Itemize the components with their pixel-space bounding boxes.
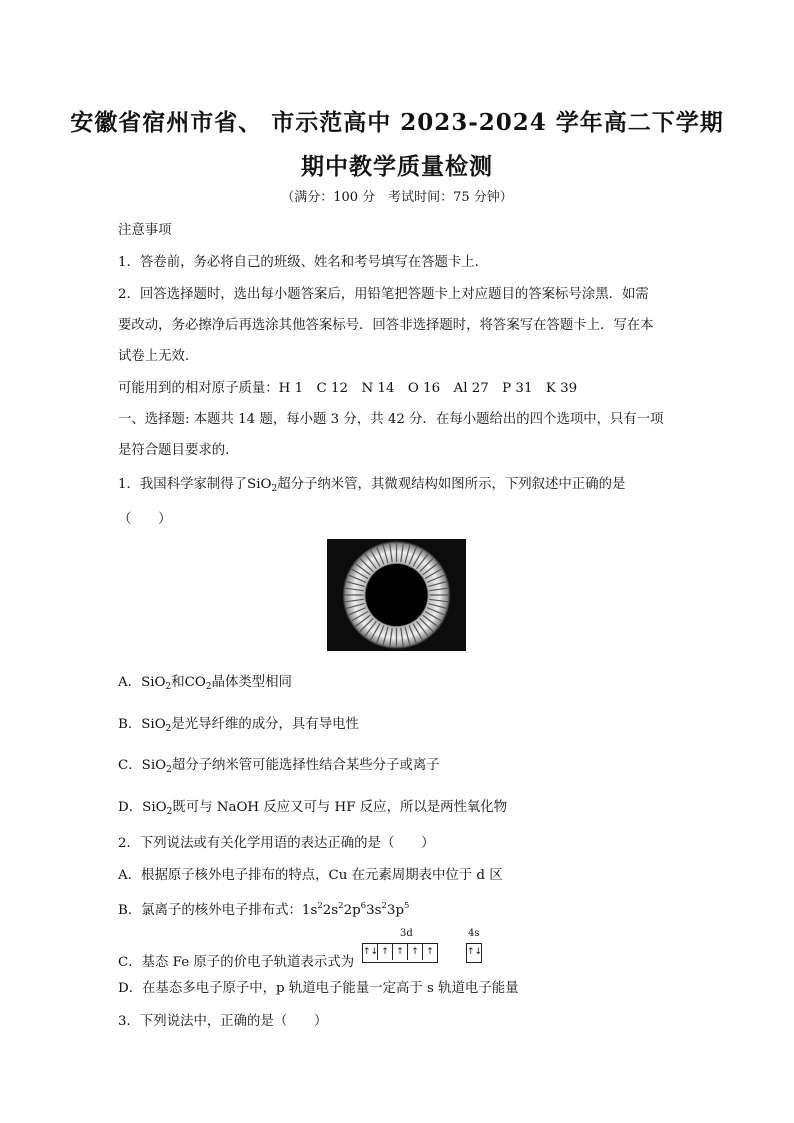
orbital-box: ↑ bbox=[426, 947, 434, 957]
orbital-box: ↑↓ bbox=[467, 947, 483, 957]
section1-line-b: 是符合题目要求的． bbox=[118, 443, 239, 458]
exam-title-line1: 安徽省宿州市省、 市示范高中 2023-2024 学年高二下学期 bbox=[70, 109, 724, 136]
notes-heading: 注意事项 bbox=[118, 223, 172, 238]
exam-meta: （满分：100 分 考试时间：75 分钟） bbox=[281, 190, 513, 205]
formula-sio2: SiO$_2$ bbox=[247, 477, 278, 494]
orbital-4s-boxes bbox=[466, 943, 482, 963]
orbital-box: ↑ bbox=[393, 944, 408, 960]
q1-option-b[interactable]: B．SiO$_2$是光导纤维的成分，具有导电性 bbox=[118, 717, 359, 734]
notes-item-1: 1．答卷前，务必将自己的班级、姓名和考号填写在答题卡上． bbox=[118, 255, 489, 270]
sio2-nanotube-image bbox=[327, 539, 466, 651]
q1-stem bbox=[118, 473, 678, 494]
q2-option-b[interactable]: B．氯离子的核外电子排布式：$1s^22s^22p^63s^23p^5$ bbox=[118, 901, 410, 918]
q1-paren: （ ） bbox=[118, 512, 172, 527]
q1-stem-post: 超分子纳米管，其微观结构如图所示，下列叙述中正确的是 bbox=[277, 477, 626, 492]
q1-option-c[interactable]: C．SiO$_2$超分子纳米管可能选择性结合某些分子或离子 bbox=[118, 758, 440, 775]
atomic-masses: 可能用到的相对原子质量：H 1 C 12 N 14 O 16 Al 27 P 31 K 39 bbox=[118, 381, 578, 396]
q2-option-d[interactable]: D．在基态多电子原子中，p 轨道电子能量一定高于 s 轨道电子能量 bbox=[118, 981, 519, 996]
q2-stem: 2．下列说法或有关化学用语的表达正确的是（ ） bbox=[118, 836, 435, 851]
orbital-3d-boxes bbox=[362, 943, 438, 963]
orbital-3d-label: 3d bbox=[400, 928, 413, 939]
exam-title-line2: 期中教学质量检测 bbox=[301, 153, 493, 180]
orbital-4s-label: 4s bbox=[468, 928, 480, 939]
orbital-box: ↑ bbox=[408, 944, 423, 960]
orbital-box: ↑↓ bbox=[363, 944, 378, 960]
notes-item-2a: 2．回答选择题时，选出每小题答案后，用铅笔把答题卡上对应题目的答案标号涂黑．如需 bbox=[118, 287, 649, 302]
q2-option-c[interactable]: C．基态 Fe 原子的价电子轨道表示式为 bbox=[118, 955, 355, 970]
cl-ion-config: $1s^22s^22p^63s^23p^5$ bbox=[301, 901, 410, 918]
q2-option-a[interactable]: A．根据原子核外电子排布的特点，Cu 在元素周期表中位于 d 区 bbox=[118, 868, 503, 883]
nanotube-ring-graphic bbox=[327, 539, 466, 651]
q1-stem-pre: 1．我国科学家制得了 bbox=[118, 477, 248, 492]
orbital-box: ↑ bbox=[378, 944, 393, 960]
q1-option-d[interactable]: D．SiO$_2$既可与 NaOH 反应又可与 HF 反应，所以是两性氧化物 bbox=[118, 800, 508, 817]
q1-option-a[interactable]: A．SiO$_2$和$CO_2$晶体类型相同 bbox=[118, 675, 292, 692]
section1-line-a: 一、选择题: 本题共 14 题，每小题 3 分，共 42 分．在每小题给出的四个选项中，只有一项 bbox=[118, 412, 664, 427]
notes-item-2c: 试卷上无效． bbox=[118, 349, 199, 364]
q3-stem: 3．下列说法中，正确的是（ ） bbox=[118, 1014, 328, 1029]
notes-item-2b: 要改动，务必擦净后再选涂其他答案标号．回答非选择题时，将答案写在答题卡上．写在本 bbox=[118, 318, 654, 333]
